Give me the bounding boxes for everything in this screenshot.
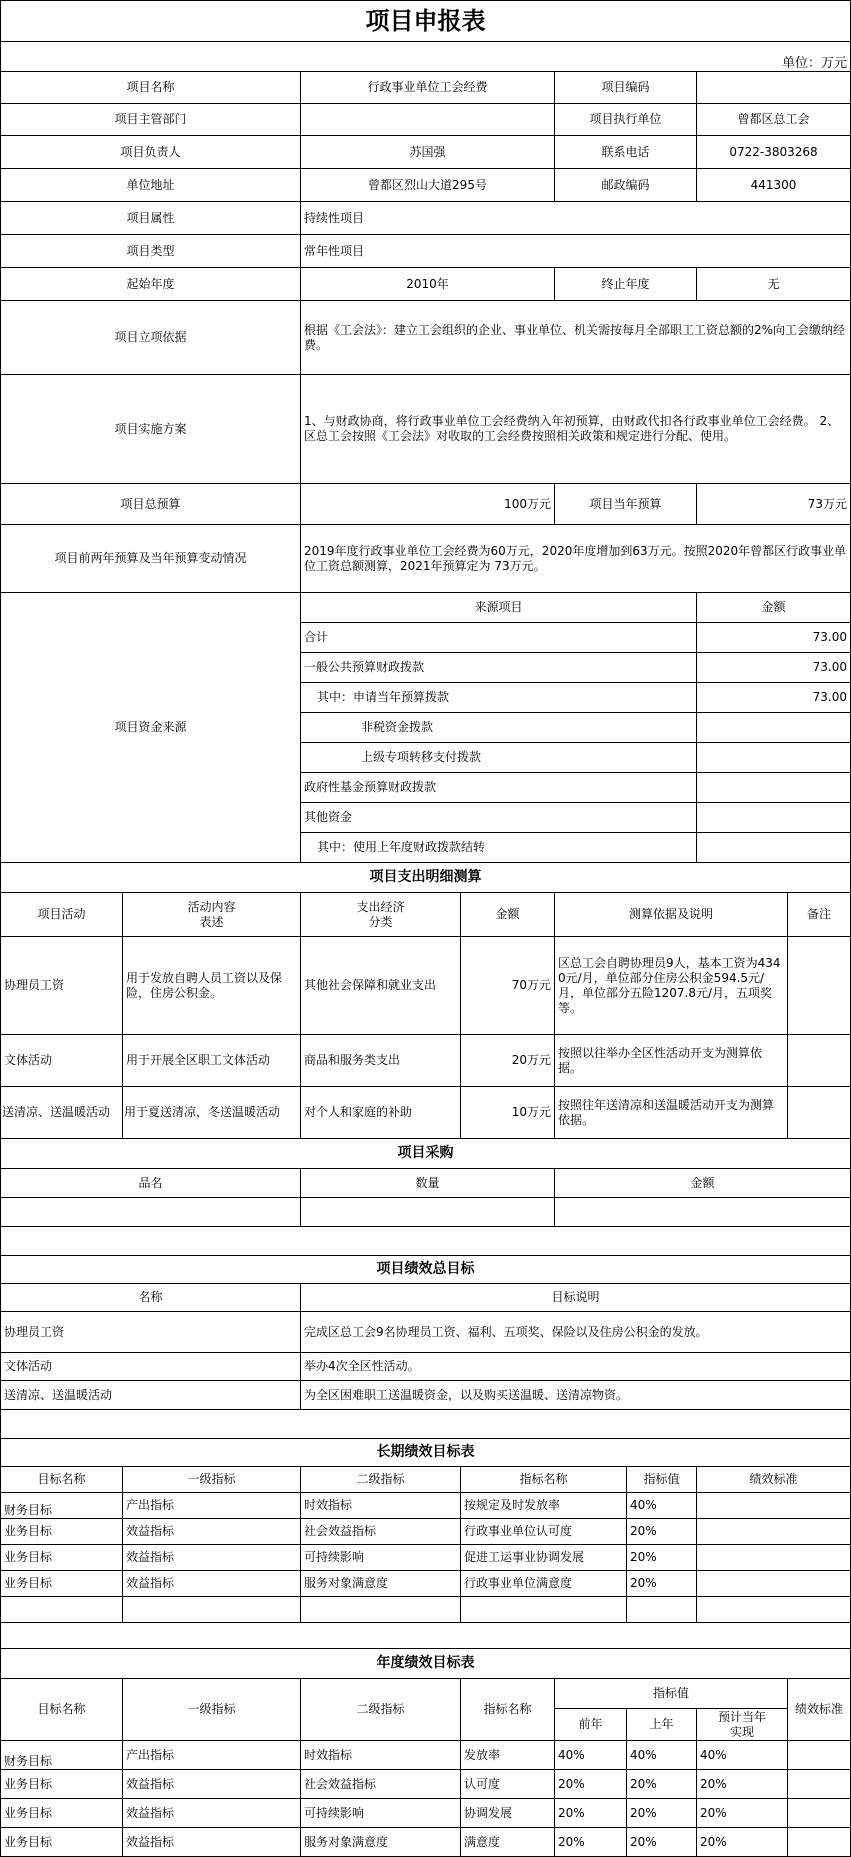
lt-value: 20% (627, 1519, 697, 1545)
lt-l1: 产出指标 (123, 1493, 301, 1519)
longterm-section-title: 长期绩效目标表 (1, 1439, 851, 1467)
an-head-value: 指标值 (555, 1679, 788, 1709)
funding-row-name: 合计 (301, 623, 697, 653)
an-v1: 20% (555, 1799, 627, 1828)
an-std (788, 1799, 851, 1828)
expense-head-basis: 测算依据及说明 (555, 893, 788, 937)
lt-l2: 服务对象满意度 (301, 1571, 461, 1597)
project-code-label: 项目编码 (555, 72, 697, 104)
expense-content: 用于发放自聘人员工资以及保险，住房公积金。 (123, 937, 301, 1035)
an-v3: 20% (697, 1828, 788, 1857)
table-row (1, 1770, 851, 1799)
funding-row-name: 其他资金 (301, 803, 697, 833)
table-row (1, 1571, 851, 1597)
table-row (1, 1799, 851, 1828)
funding-row-amount (697, 743, 851, 773)
year-budget-label: 项目当年预算 (555, 484, 697, 525)
type-value: 常年性项目 (301, 235, 851, 268)
lt-goal: 财务目标 (1, 1493, 123, 1519)
funding-row-name: 非税资金拨款 (301, 713, 697, 743)
expense-note (788, 1087, 851, 1139)
purchase-head-qty: 数量 (301, 1169, 555, 1198)
an-head-goal: 目标名称 (1, 1679, 123, 1741)
an-sub-current: 预计当年 实现 (697, 1709, 788, 1741)
an-v1: 20% (555, 1770, 627, 1799)
funding-row-amount: 73.00 (697, 623, 851, 653)
an-std (788, 1741, 851, 1770)
lt-head-l1: 一级指标 (123, 1467, 301, 1493)
purchase-head-amount: 金额 (555, 1169, 851, 1198)
lt-l2: 社会效益指标 (301, 1519, 461, 1545)
table-row (1, 1741, 851, 1770)
table-row (1, 1035, 851, 1087)
expense-section-title: 项目支出明细测算 (1, 863, 851, 893)
address-value: 曾都区烈山大道295号 (301, 169, 555, 202)
table-row (1, 1381, 851, 1410)
expense-note (788, 937, 851, 1035)
page-title: 项目申报表 (1, 1, 851, 42)
lt-std (697, 1545, 851, 1571)
address-label: 单位地址 (1, 169, 301, 202)
total-budget-label: 项目总预算 (1, 484, 301, 525)
funding-row-amount (697, 773, 851, 803)
lt-head-l2: 二级指标 (301, 1467, 461, 1493)
expense-basis: 按照以往举办全区性活动开支为测算依据。 (555, 1035, 788, 1087)
expense-category: 对个人和家庭的补助 (301, 1087, 461, 1139)
table-row (1, 1828, 851, 1857)
purchase-qty-cell (301, 1198, 555, 1227)
zip-label: 邮政编码 (555, 169, 697, 202)
an-l2: 时效指标 (301, 1741, 461, 1770)
phone-label: 联系电话 (555, 136, 697, 169)
lt-head-std: 绩效标准 (697, 1467, 851, 1493)
an-std (788, 1828, 851, 1857)
expense-content: 用于开展全区职工文体活动 (123, 1035, 301, 1087)
an-v1: 40% (555, 1741, 627, 1770)
expense-activity: 文体活动 (1, 1035, 123, 1087)
expense-category: 其他社会保障和就业支出 (301, 937, 461, 1035)
expense-amount: 20万元 (461, 1035, 555, 1087)
exec-unit-value: 曾都区总工会 (697, 104, 851, 136)
lt-l1: 效益指标 (123, 1545, 301, 1571)
exec-unit-label: 项目执行单位 (555, 104, 697, 136)
an-name: 发放率 (461, 1741, 555, 1770)
dept-value (301, 104, 555, 136)
an-l1: 效益指标 (123, 1799, 301, 1828)
lt-l2: 时效指标 (301, 1493, 461, 1519)
an-l2: 服务对象满意度 (301, 1828, 461, 1857)
budget-change-value: 2019年度行政事业单位工会经费为60万元，2020年度增加到63万元。按照2020年曾都区行政事业单位工资总额测算，2021年预算定为 73万元。 (301, 525, 851, 593)
purchase-section-title: 项目采购 (1, 1139, 851, 1169)
an-l1: 效益指标 (123, 1770, 301, 1799)
plan-label: 项目实施方案 (1, 375, 301, 484)
funding-row-amount (697, 803, 851, 833)
spacer-row (1, 1410, 851, 1439)
an-l1: 效益指标 (123, 1828, 301, 1857)
an-v2: 20% (627, 1799, 697, 1828)
lt-std (697, 1571, 851, 1597)
budget-change-label: 项目前两年预算及当年预算变动情况 (1, 525, 301, 593)
expense-content: 用于夏送清凉，冬送温暖活动 (123, 1087, 301, 1139)
table-row (1, 1597, 851, 1623)
lt-name: 按规定及时发放率 (461, 1493, 627, 1519)
project-code-value (697, 72, 851, 104)
lt-head-goal: 目标名称 (1, 1467, 123, 1493)
expense-head-category: 支出经济 分类 (301, 893, 461, 937)
lt-value: 20% (627, 1571, 697, 1597)
table-row (1, 1312, 851, 1353)
an-sub-prev2: 前年 (555, 1709, 627, 1741)
funding-row-amount (697, 833, 851, 863)
funding-row-name: 政府性基金预算财政拨款 (301, 773, 697, 803)
leader-value: 苏国强 (301, 136, 555, 169)
funding-row-amount (697, 713, 851, 743)
spacer-row (1, 1623, 851, 1649)
table-row (1, 937, 851, 1035)
an-l2: 社会效益指标 (301, 1770, 461, 1799)
funding-row-name: 其中：使用上年度财政拨款结转 (301, 833, 697, 863)
an-l1: 产出指标 (123, 1741, 301, 1770)
table-row (1, 1198, 851, 1227)
an-name: 认可度 (461, 1770, 555, 1799)
perf-head-name: 名称 (1, 1284, 301, 1312)
funding-row-name: 上级专项转移支付拨款 (301, 743, 697, 773)
an-v2: 20% (627, 1770, 697, 1799)
purchase-head-item: 品名 (1, 1169, 301, 1198)
perf-head-desc: 目标说明 (301, 1284, 851, 1312)
funding-row-name: 其中：申请当年预算拨款 (301, 683, 697, 713)
expense-head-activity: 项目活动 (1, 893, 123, 937)
lt-head-value: 指标值 (627, 1467, 697, 1493)
annual-section-title: 年度绩效目标表 (1, 1649, 851, 1679)
an-v2: 20% (627, 1828, 697, 1857)
end-year-label: 终止年度 (555, 268, 697, 301)
an-l2: 可持续影响 (301, 1799, 461, 1828)
funding-head-amount: 金额 (697, 593, 851, 623)
an-goal: 业务目标 (1, 1770, 123, 1799)
an-head-std: 绩效标准 (788, 1679, 851, 1741)
end-year-value: 无 (697, 268, 851, 301)
dept-label: 项目主管部门 (1, 104, 301, 136)
an-v3: 40% (697, 1741, 788, 1770)
an-sub-prev1: 上年 (627, 1709, 697, 1741)
purchase-item-cell (1, 1198, 301, 1227)
expense-activity: 送清凉、送温暖活动 (1, 1087, 123, 1139)
lt-name: 行政事业单位满意度 (461, 1571, 627, 1597)
funding-row-amount: 73.00 (697, 683, 851, 713)
an-std (788, 1770, 851, 1799)
purchase-amount-cell (555, 1198, 851, 1227)
plan-value: 1、与财政协商，将行政事业单位工会经费纳入年初预算，由财政代扣各行政事业单位工会经费。 2、区总工会按照《工会法》对收取的工会经费按照相关政策和规定进行分配、使用。 (301, 375, 851, 484)
funding-head-source: 来源项目 (301, 593, 697, 623)
unit-label: 单位：万元 (1, 42, 851, 72)
phone-value: 0722-3803268 (697, 136, 851, 169)
perf-name: 协理员工资 (1, 1312, 301, 1353)
lt-l1: 效益指标 (123, 1571, 301, 1597)
lt-goal: 业务目标 (1, 1571, 123, 1597)
lt-std (697, 1519, 851, 1545)
perf-desc: 举办4次全区性活动。 (301, 1353, 851, 1381)
basis-value: 根据《工会法》：建立工会组织的企业、事业单位、机关需按每月全部职工工资总额的2%向工会缴纳经费。 (301, 301, 851, 375)
perf-desc: 为全区困难职工送温暖资金，以及购买送温暖、送清凉物资。 (301, 1381, 851, 1410)
project-name-value: 行政事业单位工会经费 (301, 72, 555, 104)
funding-label: 项目资金来源 (1, 593, 301, 863)
table-row (1, 1519, 851, 1545)
table-row (1, 1353, 851, 1381)
lt-l2: 可持续影响 (301, 1545, 461, 1571)
table-row (1, 1545, 851, 1571)
start-year-label: 起始年度 (1, 268, 301, 301)
perf-desc: 完成区总工会9名协理员工资、福利、五项奖、保险以及住房公积金的发放。 (301, 1312, 851, 1353)
an-head-l2: 二级指标 (301, 1679, 461, 1741)
lt-head-name: 指标名称 (461, 1467, 627, 1493)
an-goal: 财务目标 (1, 1741, 123, 1770)
lt-std (697, 1493, 851, 1519)
basis-label: 项目立项依据 (1, 301, 301, 375)
lt-goal: 业务目标 (1, 1519, 123, 1545)
expense-note (788, 1035, 851, 1087)
an-head-l1: 一级指标 (123, 1679, 301, 1741)
start-year-value: 2010年 (301, 268, 555, 301)
attr-label: 项目属性 (1, 202, 301, 235)
an-head-name: 指标名称 (461, 1679, 555, 1741)
expense-amount: 70万元 (461, 937, 555, 1035)
an-v2: 40% (627, 1741, 697, 1770)
lt-value: 40% (627, 1493, 697, 1519)
total-budget-value: 100万元 (301, 484, 555, 525)
an-v3: 20% (697, 1799, 788, 1828)
lt-goal: 业务目标 (1, 1545, 123, 1571)
lt-value: 20% (627, 1545, 697, 1571)
an-name: 协调发展 (461, 1799, 555, 1828)
lt-name: 促进工运事业协调发展 (461, 1545, 627, 1571)
lt-name: 行政事业单位认可度 (461, 1519, 627, 1545)
perf-section-title: 项目绩效总目标 (1, 1256, 851, 1284)
an-goal: 业务目标 (1, 1799, 123, 1828)
spacer-row (1, 1227, 851, 1256)
expense-head-amount: 金额 (461, 893, 555, 937)
expense-basis: 区总工会自聘协理员9人，基本工资为4340元/月，单位部分住房公积金594.5元/月，单位部分五险1207.8元/月，五项奖等。 (555, 937, 788, 1035)
expense-category: 商品和服务类支出 (301, 1035, 461, 1087)
lt-l1: 效益指标 (123, 1519, 301, 1545)
an-name: 满意度 (461, 1828, 555, 1857)
an-goal: 业务目标 (1, 1828, 123, 1857)
perf-name: 文体活动 (1, 1353, 301, 1381)
expense-head-content: 活动内容 表述 (123, 893, 301, 937)
table-row (1, 1493, 851, 1519)
expense-head-note: 备注 (788, 893, 851, 937)
table-row (1, 1087, 851, 1139)
funding-row-name: 一般公共预算财政拨款 (301, 653, 697, 683)
an-v1: 20% (555, 1828, 627, 1857)
leader-label: 项目负责人 (1, 136, 301, 169)
expense-activity: 协理员工资 (1, 937, 123, 1035)
year-budget-value: 73万元 (697, 484, 851, 525)
expense-amount: 10万元 (461, 1087, 555, 1139)
expense-basis: 按照往年送清凉和送温暖活动开支为测算依据。 (555, 1087, 788, 1139)
project-name-label: 项目名称 (1, 72, 301, 104)
type-label: 项目类型 (1, 235, 301, 268)
attr-value: 持续性项目 (301, 202, 851, 235)
zip-value: 441300 (697, 169, 851, 202)
an-v3: 20% (697, 1770, 788, 1799)
perf-name: 送清凉、送温暖活动 (1, 1381, 301, 1410)
funding-row-amount: 73.00 (697, 653, 851, 683)
